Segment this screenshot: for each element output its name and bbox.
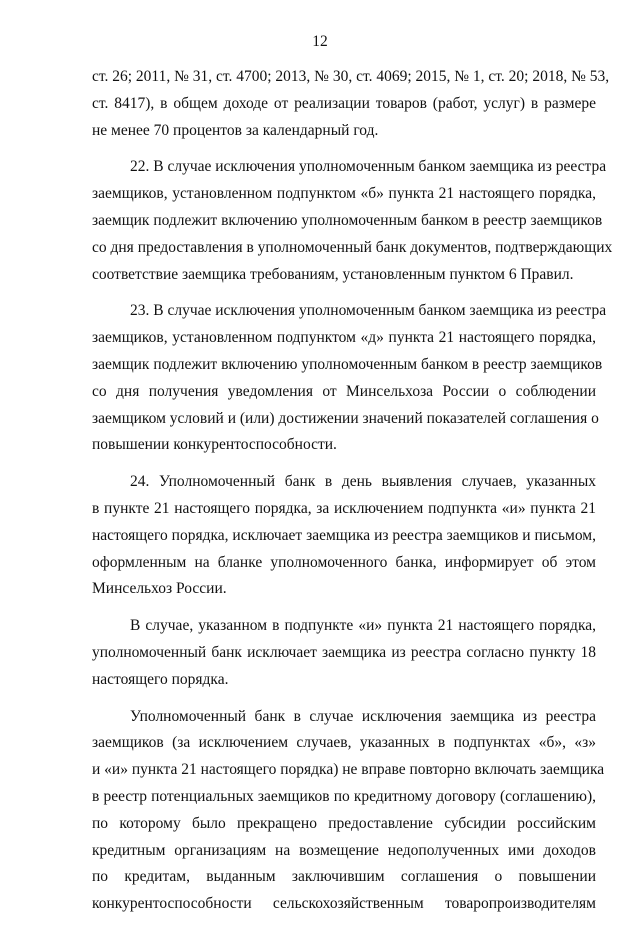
text-line: Уполномоченный банк в случае исключения заемщика из реестра xyxy=(130,707,596,725)
text-line: со дня предоставления в уполномоченный банк документов, подтверждающих xyxy=(92,238,613,256)
text-line: В случае, указанном в подпункте «и» пункта 21 настоящего порядка, xyxy=(130,617,596,635)
text-line: заемщиков, установленном подпунктом «б» пункта 21 настоящего порядка, xyxy=(92,185,596,203)
text-line: 24. Уполномоченный банк в день выявления случаев, указанных xyxy=(130,473,596,491)
text-line: оформленным на бланке уполномоченного банка, информирует об этом xyxy=(92,553,596,571)
text-line: заемщиков (за исключением случаев, указанных в подпунктах «б», «з» xyxy=(92,734,596,752)
paragraph xyxy=(92,154,613,288)
text-line: заемщиком условий и (или) достижении значений показателей соглашения о xyxy=(92,409,599,427)
page-number: 12 xyxy=(312,33,328,50)
text-line: повышении конкурентоспособности. xyxy=(92,436,337,454)
paragraph xyxy=(92,298,607,459)
text-line: по кредитам, выданным заключившим соглашения о повышении xyxy=(92,868,596,886)
text-line: 23. В случае исключения уполномоченным банком заемщика из реестра xyxy=(130,302,607,320)
text-line: кредитным организациям на возмещение недополученных ими доходов xyxy=(92,841,596,859)
text-line: ст. 8417), в общем доходе от реализации товаров (работ, услуг) в размере xyxy=(92,94,596,112)
paragraph xyxy=(92,469,596,603)
text-line: заемщиков, установленном подпунктом «д» пункта 21 настоящего порядка, xyxy=(92,329,596,347)
text-line: настоящего порядка, исключает заемщика из реестра заемщиков и письмом, xyxy=(92,526,596,544)
paragraph xyxy=(92,704,605,918)
text-line: заемщик подлежит включению уполномоченным банком в реестр заемщиков xyxy=(92,211,603,229)
text-line: Минсельхоз России. xyxy=(92,580,227,598)
text-line: заемщик подлежит включению уполномоченным банком в реестр заемщиков xyxy=(92,355,603,373)
text-line: уполномоченный банк исключает заемщика из реестра согласно пункту 18 xyxy=(92,643,596,661)
text-line: ст. 26; 2011, № 31, ст. 4700; 2013, № 30, ст. 4069; 2015, № 1, ст. 20; 2018, № 53, xyxy=(92,68,610,85)
paragraph xyxy=(92,613,596,693)
text-line: в пункте 21 настоящего порядка, за исключением подпункта «и» пункта 21 xyxy=(92,499,596,517)
text-line: со дня получения уведомления от Минсельхоза России о соблюдении xyxy=(92,382,596,400)
text-line: 22. В случае исключения уполномоченным банком заемщика из реестра xyxy=(130,158,607,176)
paragraph xyxy=(92,64,610,144)
text-line: и «и» пункта 21 настоящего порядка) не вправе повторно включать заемщика xyxy=(92,761,605,779)
text-line: соответствие заемщика требованиям, установленным пунктом 6 Правил. xyxy=(92,265,574,283)
text-line: не менее 70 процентов за календарный год. xyxy=(92,121,379,139)
text-line: настоящего порядка. xyxy=(92,670,229,688)
text-line: по которому было прекращено предоставление субсидии российским xyxy=(92,814,596,832)
text-line: конкурентоспособности сельскохозяйственным товаропроизводителям xyxy=(92,895,596,913)
text-line: в реестр потенциальных заемщиков по кредитному договору (соглашению), xyxy=(92,787,596,805)
document-body xyxy=(92,64,613,928)
